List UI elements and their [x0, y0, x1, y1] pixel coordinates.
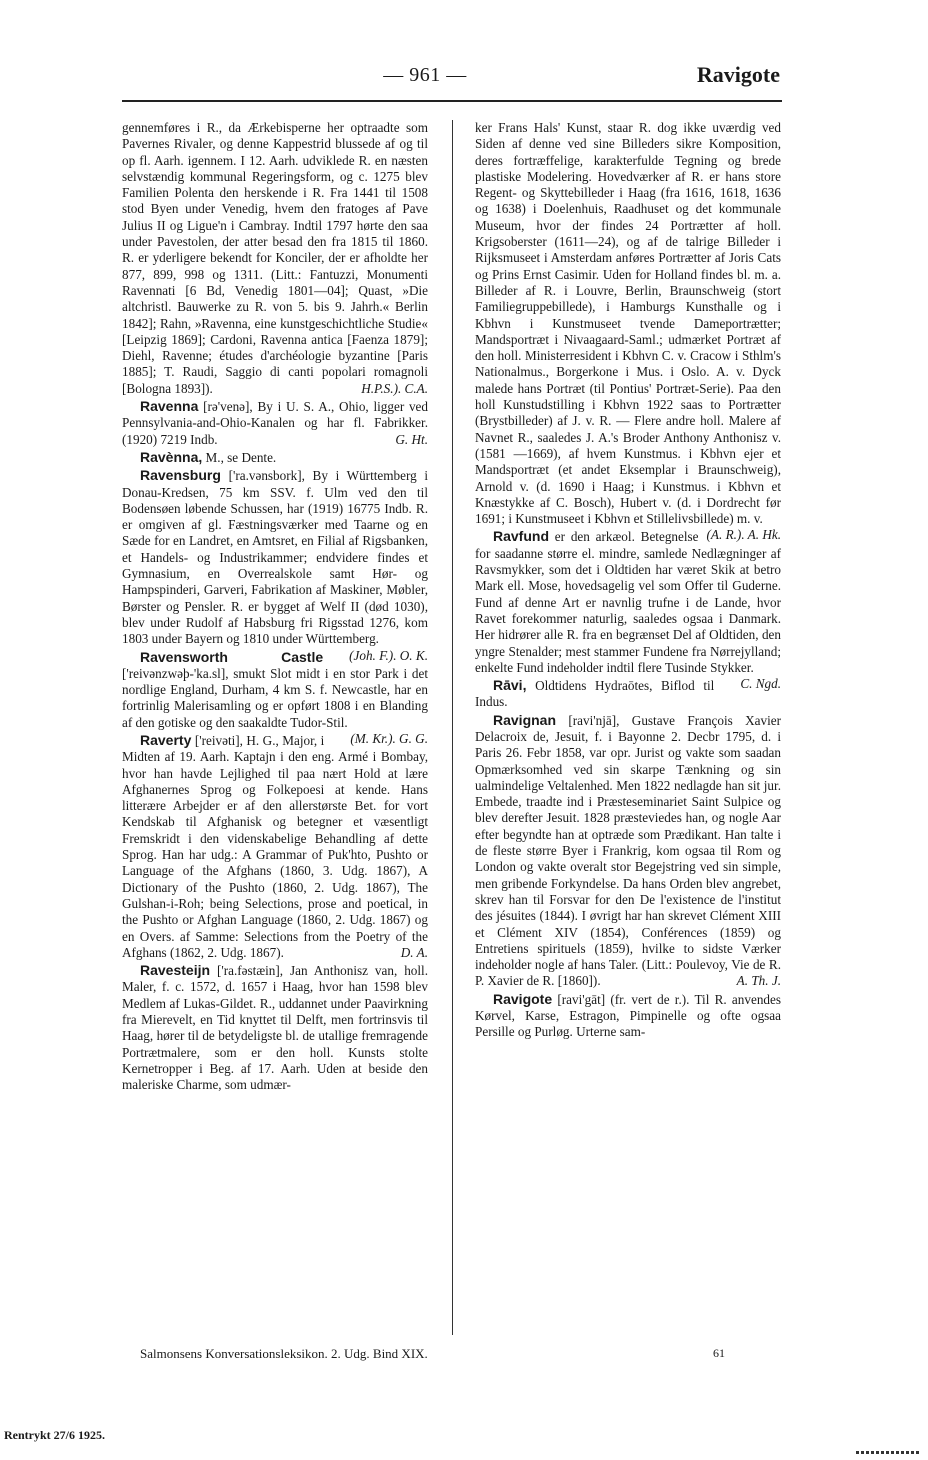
left-column — [122, 120, 428, 1095]
headword: Ravfund — [493, 528, 549, 545]
running-head: Ravigote — [696, 62, 780, 87]
column-divider — [452, 120, 453, 1335]
header-rule — [122, 100, 782, 102]
scan-mark — [856, 1451, 920, 1454]
entry-text: ker Frans Hals' Kunst, staar R. dog ikke uværdig ved Siden af denne ved sine Billeders sikre Komposition, deres fortræffelige, karakterfulde Tegning og brede plastiske Modelering. Hovedværker af R. er hans store Regent- og Skyttebilleder i Haag (fra 1616, 1618, 1636 og 1638) i Doelenhuis, Raadhuset og det kommunale Museum, hvor der findes 24 Portrætter af holl. Krigsoberster (1611—24), og af de talrige Billeder i Rijksmuseet i Amsterdam anføres Portrætter af Joris Cats og Prins Ernst Casimir. Uden for Holland findes bl. m. a. Billeder af R. i Louvre, Berlin, Braunschweig (stort Familiegruppebillede), i Hamburgs Kunsthalle og i Kbhvn i Kunstmuseet tvende Dameportrætter; Mandsportræt i Nivaagaard-Saml.; udmærket Portræt af den holl. Ministerresident i Kbhvn C. v. Cracow i Sthlm's Nationalmus., Borgerkone i Mus. i Oslo. A. v. Dyck malede hans Portræt (til Pontius' Portræt-Serie). Paa den holl Kunstudstilling i Kbhvn 1922 saas to Portrætter (Brystbilleder) af J. v. R. — Flere andre holl. Malere af Navnet R., saaledes J. A.'s Broder Anthony Anthonisz v. (1581 —1669), af hvem Kunstmus. i Kbhvn ejer et Mandsportræt (et andet Eksemplar i Braunschweig), Arnold v. (d. 1690 i Haag; i Kunstmus. i Kbhvn et Knæstykke af C. Bosch), Hubert v. (d. i Dordrecht før 1691; i Kunstmuseet i Kbhvn et Stillelivsbillede) m. v. — [475, 120, 781, 527]
entry-text: [ravi'gāt] (fr. vert de r.). Til R. anvendes Kørvel, Karse, Estragon, Pimpinelle og ofte ogsaa Persille og Purløg. Urterne sam- — [475, 991, 781, 1040]
footer-signature-mark: 61 — [713, 1346, 725, 1360]
entry-signature: A. Th. J. — [736, 973, 781, 989]
headword: Ravigote — [493, 990, 553, 1007]
entry-text: ['ra.vənsbork], By i Württemberg i Donau-Kredsen, 75 km SSV. f. Ulm ved den til Bodensøen løbende Schussen, har (1919) 16775 Indb. R. er omgiven af gl. Fæstningsværker med Taarne og en Sæde for en Landret, en Amtsret, en Filial af Rigsbanken, et Handels- og Industrikammer; endvidere findes et Gymnasium, en Overrealskole samt Hør- og Hampspinderi, Garveri, Fabrikation af Maskiner, Møbler, Børster og Pensler. R. er bygget af Welf II (død 1030), blev under Rudolf af Habsburg fri Rigsstad 1276, kom 1803 under Bayern og 1810 under Württemberg. — [122, 468, 428, 647]
headword: Ravignan — [493, 711, 557, 728]
entry-text: ['ra.fəstæin], Jan Anthonisz van, holl. Maler, f. c. 1572, d. 1657 i Haag, hvor han 1598 blev Medlem af Lukas-Gildet. R., uddannet under Paavirkning fra Mierevelt, en Tid knyttet til Delft, men fortrinsvis til Haag, hører til de betydeligste bl. de utallige fremragende Portrætmalere, som er den holl. Kunsts stolte Kernetropper i Beg. af 17. Aarh. Uden at beside den maleriske Charme, som udmær- — [122, 963, 429, 1093]
headword: Ravensburg — [140, 467, 221, 484]
entry-signature: (A. R.). A. Hk. — [706, 527, 781, 543]
entry-signature: C. Ngd. — [740, 676, 781, 692]
headword: Ravensworth Castle — [140, 648, 324, 665]
entry-ravenna-continuation — [122, 120, 428, 397]
entry-text: ['reivənzwəþ-'ka.sl], smukt Slot midt i en stor Park i det nordlige England, Durham, 4 km S. f. Newcastle, har en fortrinlig Malerisamling og er opført 1808 i en Blanding af den gotiske og den saakaldte Tudor-Stil. — [122, 665, 428, 730]
entry-signature: D. A. — [400, 944, 428, 960]
entry-text: Oldtidens Hydraōtes, Biflod til Indus. — [475, 678, 715, 710]
entry-signature: (M. Kr.). G. G. — [350, 730, 428, 746]
entry-signature: G. Ht. — [395, 431, 428, 447]
entry-text: er den arkæol. Betegnelse for saadanne større el. mindre, samlede Nedlægninger af Ravsmykker, som det i Oldtiden har været Skik at betro Mark ell. Mose, hovedsagelig vel som Offer til Guderne. Fund af denne Art er navnlig trufne i de Lande, hvor Ravet forekommer naturlig, saaledes ogsaa i Danmark. Her hidrører alle R. fra en begrænset Del af Oldtiden, den yngre Stenalder; mest stammer Fundene fra Nørrejylland; enkelte Fund indeholder indtil flere Tusinde Stykker. — [475, 529, 781, 675]
entry-ravenna-dente — [122, 449, 428, 466]
entry-signature: H.P.S.). C.A. — [361, 380, 428, 396]
headword: Ravesteijn — [140, 962, 211, 979]
entry-ravesteijn — [122, 962, 428, 1093]
headword: Raverty — [140, 731, 192, 748]
entry-text: [ravi'njā], Gustave François Xavier Delacroix de, Jesuit, f. i Bayonne 2. Decbr 1795, d. i Paris 26. Febr 1858, var opr. Jurist og vakte som saadan Opmærksomhed ved sin skarpe Tænkning og sin ualmindelige Veltalenhed. Men 1822 nedlagde han sit jur. Embede, traadte ind i Præsteseminariet Saint Sulpice og blev derefter Jesuit. 1828 præsteviedes han, og nogle Aar efter begyndte han at optræde som Prædikant. Han talte i de fleste større Byer i Frankrig, kom ogsaa til Rom og London og vakte overalt stor Begejstring ved sin simple, men gribende Forkyndelse. Da hans Orden blev angrebet, skrev han til Forsvar for den De l'existence de l'institut des jésuites (1844). I øvrigt har han skrevet Clément XIII et Clément XIV (1854), Conférences (1859) og Entretiens spirituels (1859), hvilke to sidste Værker indeholder nogle af hans Taler. (Litt.: Poulevoy, Vie de R. P. Xavier de R. [1860]). — [475, 712, 782, 989]
entry-text: M., se Dente. — [205, 449, 277, 465]
footer-publication: Salmonsens Konversationsleksikon. 2. Udg. Bind XIX. — [140, 1346, 428, 1361]
entry-signature: (Joh. F.). O. K. — [349, 647, 428, 663]
page-number: — 961 — — [383, 64, 467, 86]
entry-text: [rə'venə], By i U. S. A., Ohio, ligger ved Pennsylvania-and-Ohio-Kanalen og har fl. Fabrikker. (1920) 7219 Indb. — [122, 399, 429, 447]
headword: Rāvi, — [493, 677, 527, 694]
entry-raverty — [122, 732, 428, 961]
entry-text: ['reivəti], H. G., Major, i Midten af 19. Aarh. Kaptajn i den eng. Armé i Bombay, hvor han havde Lejlighed til paa nært Hold at lære Afghanernes Sprog og Folkepoesi at kende. Hans litterære Arbejder er af den allerstørste Bet. for vort Kendskab til Afghanisk og betegner et væsentligt Fremskridt i den videnskabelige Behandling af dette Sprog. Han har udg.: A Grammar of Puk'hto, Pushto or Language of the Afghans (1860, 3. Udg. 1867), A Dictionary of the Pushto (1860, 2. Udg. 1867), The Gulshan-i-Roh; being Selections, prose and poetical, in the Pushto or Afghan Language (1860, 2. Udg. 1867) og en Overs. af Samme: Selections from the Poetry of the Afghans (1862, 2. Udg. 1867). — [122, 732, 428, 960]
headword: Ravenna — [140, 398, 199, 415]
entry-ravigote — [475, 991, 781, 1041]
entry-ravignan — [475, 712, 781, 990]
headword: Ravènna, — [140, 448, 203, 465]
entry-ravenna-ohio — [122, 398, 428, 448]
right-column — [475, 120, 781, 1042]
entry-text: gennemføres i R., da Ærkebisperne her optraadte som Pavernes Rivaler, og denne Kappestrid blussede af og til op fl. Aarh. igennem. I 12. Aarh. udviklede R. en næsten selvstændig kommunal Regeringsform, og c. 1275 blev Familien Polenta den herskende i R. Fra 1441 til 1508 stod Byen under Venedig, hvem den fratoges af Pave Julius II og Ligue'n i Cambray. Indtil 1797 hørte den saa under Pavestolen, der atter besad den fra 1815 til 1860. R. er yderligere bekendt for Konciler, der er afholdte her 877, 899, 998 og 1311. (Litt.: Fantuzzi, Monumenti Ravennati [6 Bd, Venedig 1801—04]; Quast, »Die altchristl. Bauwerke zu R. von 5. bis 9. Jahrh.« Berlin 1842]; Rahn, »Ravenna, eine kunstgeschichtliche Studie« [Leipzig 1869]; Cardoni, Ravenna antica [Faenza 1879]; Diehl, Ravenne; études d'archéologie byzantine [Paris 1885]; T. Raudi, Saggio di canti popolari romagnoli [Bologna 1893]). — [122, 120, 428, 396]
reprint-note: Rentrykt 27/6 1925. — [4, 1428, 105, 1442]
